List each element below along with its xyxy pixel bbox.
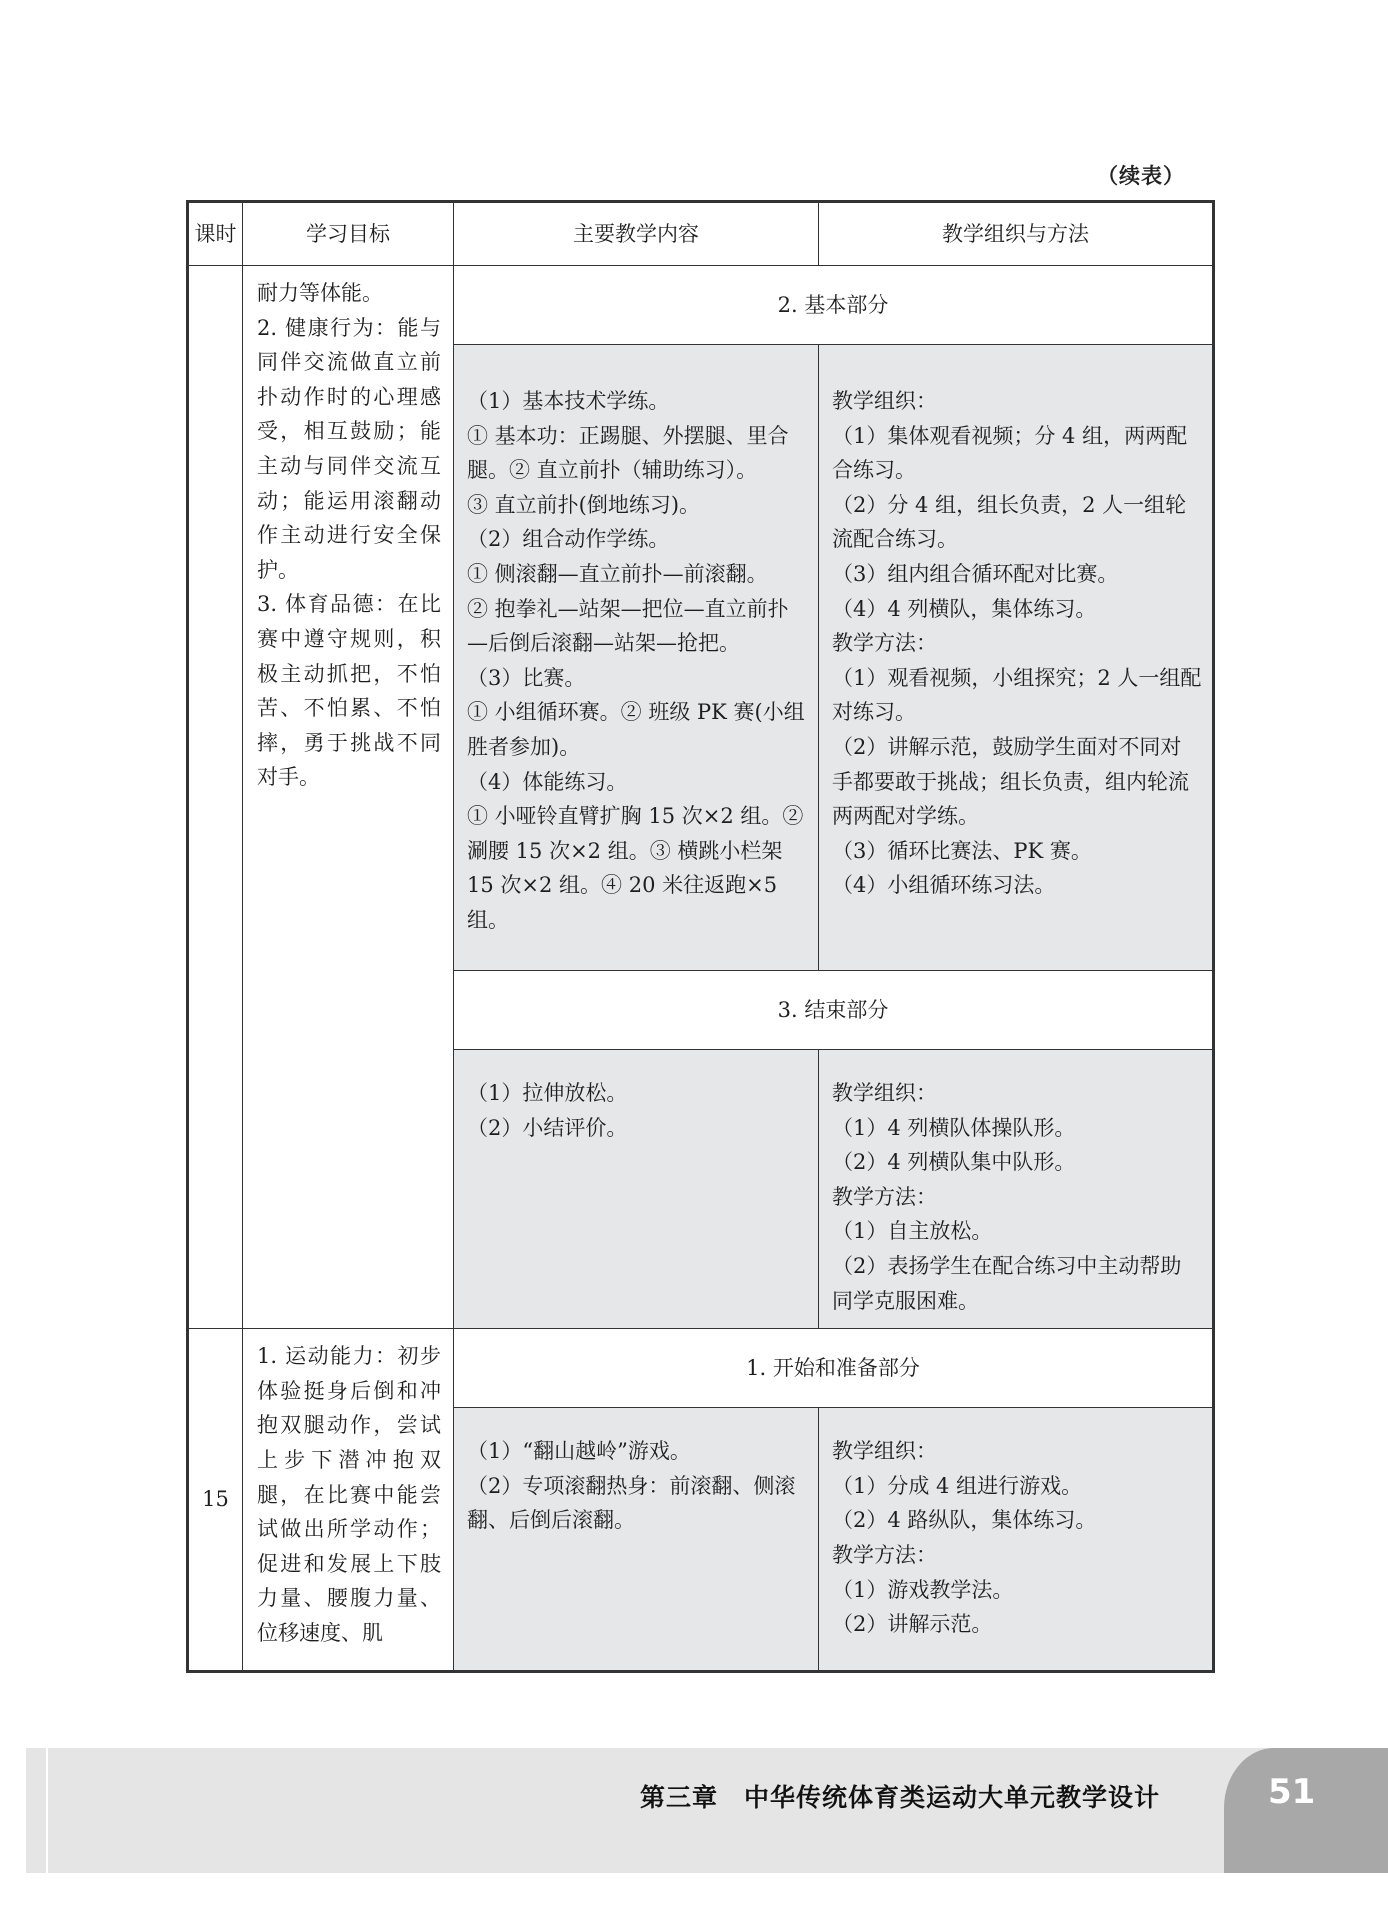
content-cell (454, 345, 819, 971)
methods-cell (819, 345, 1214, 971)
methods-line: 教学方法： (832, 1542, 937, 1567)
header-organization-methods: 教学组织与方法 (819, 202, 1214, 266)
goal-paragraph: 耐力等体能。 (257, 281, 383, 305)
content-line: ① 基本功：正踢腿、外摆腿、里合腿。② 直立前扑（辅助练习）。 (467, 423, 789, 483)
page-number: 51 (1268, 1772, 1316, 1812)
learning-goals-cell (243, 266, 454, 1329)
methods-line: 教学方法： (832, 631, 937, 656)
lesson-plan-table (186, 200, 1215, 1673)
section-header-row (188, 266, 1214, 345)
content-cell (454, 1408, 819, 1672)
content-line: （1）拉伸放松。 (467, 1081, 628, 1105)
period-cell (188, 266, 243, 1329)
methods-line: （2）分 4 组，组长负责，2 人一组轮流配合练习。 (832, 492, 1187, 552)
content-line: ① 侧滚翻—直立前扑—前滚翻。 (467, 561, 768, 586)
learning-goals-cell (243, 1329, 454, 1672)
content-line: （2）专项滚翻热身：前滚翻、侧滚翻、后倒后滚翻。 (467, 1473, 796, 1533)
methods-line: （2）4 列横队集中队形。 (832, 1150, 1076, 1175)
methods-line: （1）观看视频，小组探究；2 人一组配对练习。 (832, 665, 1202, 725)
content-line: ③ 直立前扑(倒地练习)。 (467, 492, 701, 517)
methods-line: （4）小组循环练习法。 (832, 873, 1056, 898)
section-title-end: 3. 结束部分 (454, 971, 1214, 1050)
methods-line: （1）4 列横队体操队形。 (832, 1115, 1076, 1140)
methods-line: （4）4 列横队，集体练习。 (832, 596, 1097, 621)
content-line: ① 小哑铃直臂扩胸 15 次×2 组。② 涮腰 15 次×2 组。③ 横跳小栏架 15 次×2 组。④ 20 米往返跑×5 组。 (467, 804, 804, 932)
footer-stripe-divider (46, 1748, 48, 1873)
methods-line: 教学组织： (832, 1439, 937, 1464)
content-line: （4）体能练习。 (467, 769, 628, 794)
goal-paragraph: 1. 运动能力：初步体验挺身后倒和冲抱双腿动作，尝试上步下潜冲抱双腿，在比赛中能尝试做出所学动作；促进和发展上下肢力量、腰腹力量、位移速度、肌 (257, 1344, 441, 1645)
methods-line: （1）游戏教学法。 (832, 1577, 1014, 1602)
methods-line: （3）循环比赛法、PK 赛。 (832, 838, 1092, 863)
methods-line: （2）讲解示范，鼓励学生面对不同对手都要敢于挑战；组长负责，组内轮流两两配对学练。 (832, 734, 1189, 829)
methods-line: （1）集体观看视频；分 4 组，两两配合练习。 (832, 423, 1188, 483)
methods-cell (819, 1050, 1214, 1329)
content-line: （2）小结评价。 (467, 1115, 628, 1140)
header-learning-goals: 学习目标 (243, 202, 454, 266)
content-line: ② 抱拳礼—站架—把位—直立前扑—后倒后滚翻—站架—抢把。 (467, 596, 789, 656)
methods-line: （2）讲解示范。 (832, 1612, 993, 1637)
methods-line: （1）自主放松。 (832, 1219, 993, 1244)
content-line: ① 小组循环赛。② 班级 PK 赛(小组胜者参加)。 (467, 700, 805, 759)
methods-line: 教学方法： (832, 1184, 937, 1209)
content-line: （2）组合动作学练。 (467, 527, 670, 552)
goal-paragraph: 3. 体育品德：在比赛中遵守规则，积极主动抓把，不怕苦、不怕累、不怕摔，勇于挑战不同对手。 (257, 592, 441, 790)
content-line: （1）基本技术学练。 (467, 389, 670, 413)
content-cell (454, 1050, 819, 1329)
methods-line: 教学组织： (832, 1081, 937, 1105)
section-title-basic: 2. 基本部分 (454, 266, 1214, 345)
chapter-title: 第三章 中华传统体育类运动大单元教学设计 (640, 1783, 1161, 1812)
header-main-content: 主要教学内容 (454, 202, 819, 266)
goal-paragraph: 2. 健康行为：能与同伴交流做直立前扑动作时的心理感受，相互鼓励；能主动与同伴交流互动；能运用滚翻动作主动进行安全保护。 (257, 315, 441, 582)
header-period: 课时 (188, 202, 243, 266)
methods-line: 教学组织： (832, 389, 937, 413)
methods-line: （2）4 路纵队，集体练习。 (832, 1508, 1097, 1533)
methods-line: （1）分成 4 组进行游戏。 (832, 1473, 1083, 1498)
content-line: （1）“翻山越岭”游戏。 (467, 1439, 691, 1464)
period-cell: 15 (188, 1329, 243, 1672)
section-header-row (188, 1329, 1214, 1408)
methods-line: （2）表扬学生在配合练习中主动帮助同学克服困难。 (832, 1253, 1182, 1313)
content-line: （3）比赛。 (467, 665, 586, 690)
section-title-start: 1. 开始和准备部分 (454, 1329, 1214, 1408)
methods-cell (819, 1408, 1214, 1672)
table-header-row (188, 202, 1214, 266)
methods-line: （3）组内组合循环配对比赛。 (832, 561, 1119, 586)
continued-table-label: （续表） (1097, 164, 1185, 188)
